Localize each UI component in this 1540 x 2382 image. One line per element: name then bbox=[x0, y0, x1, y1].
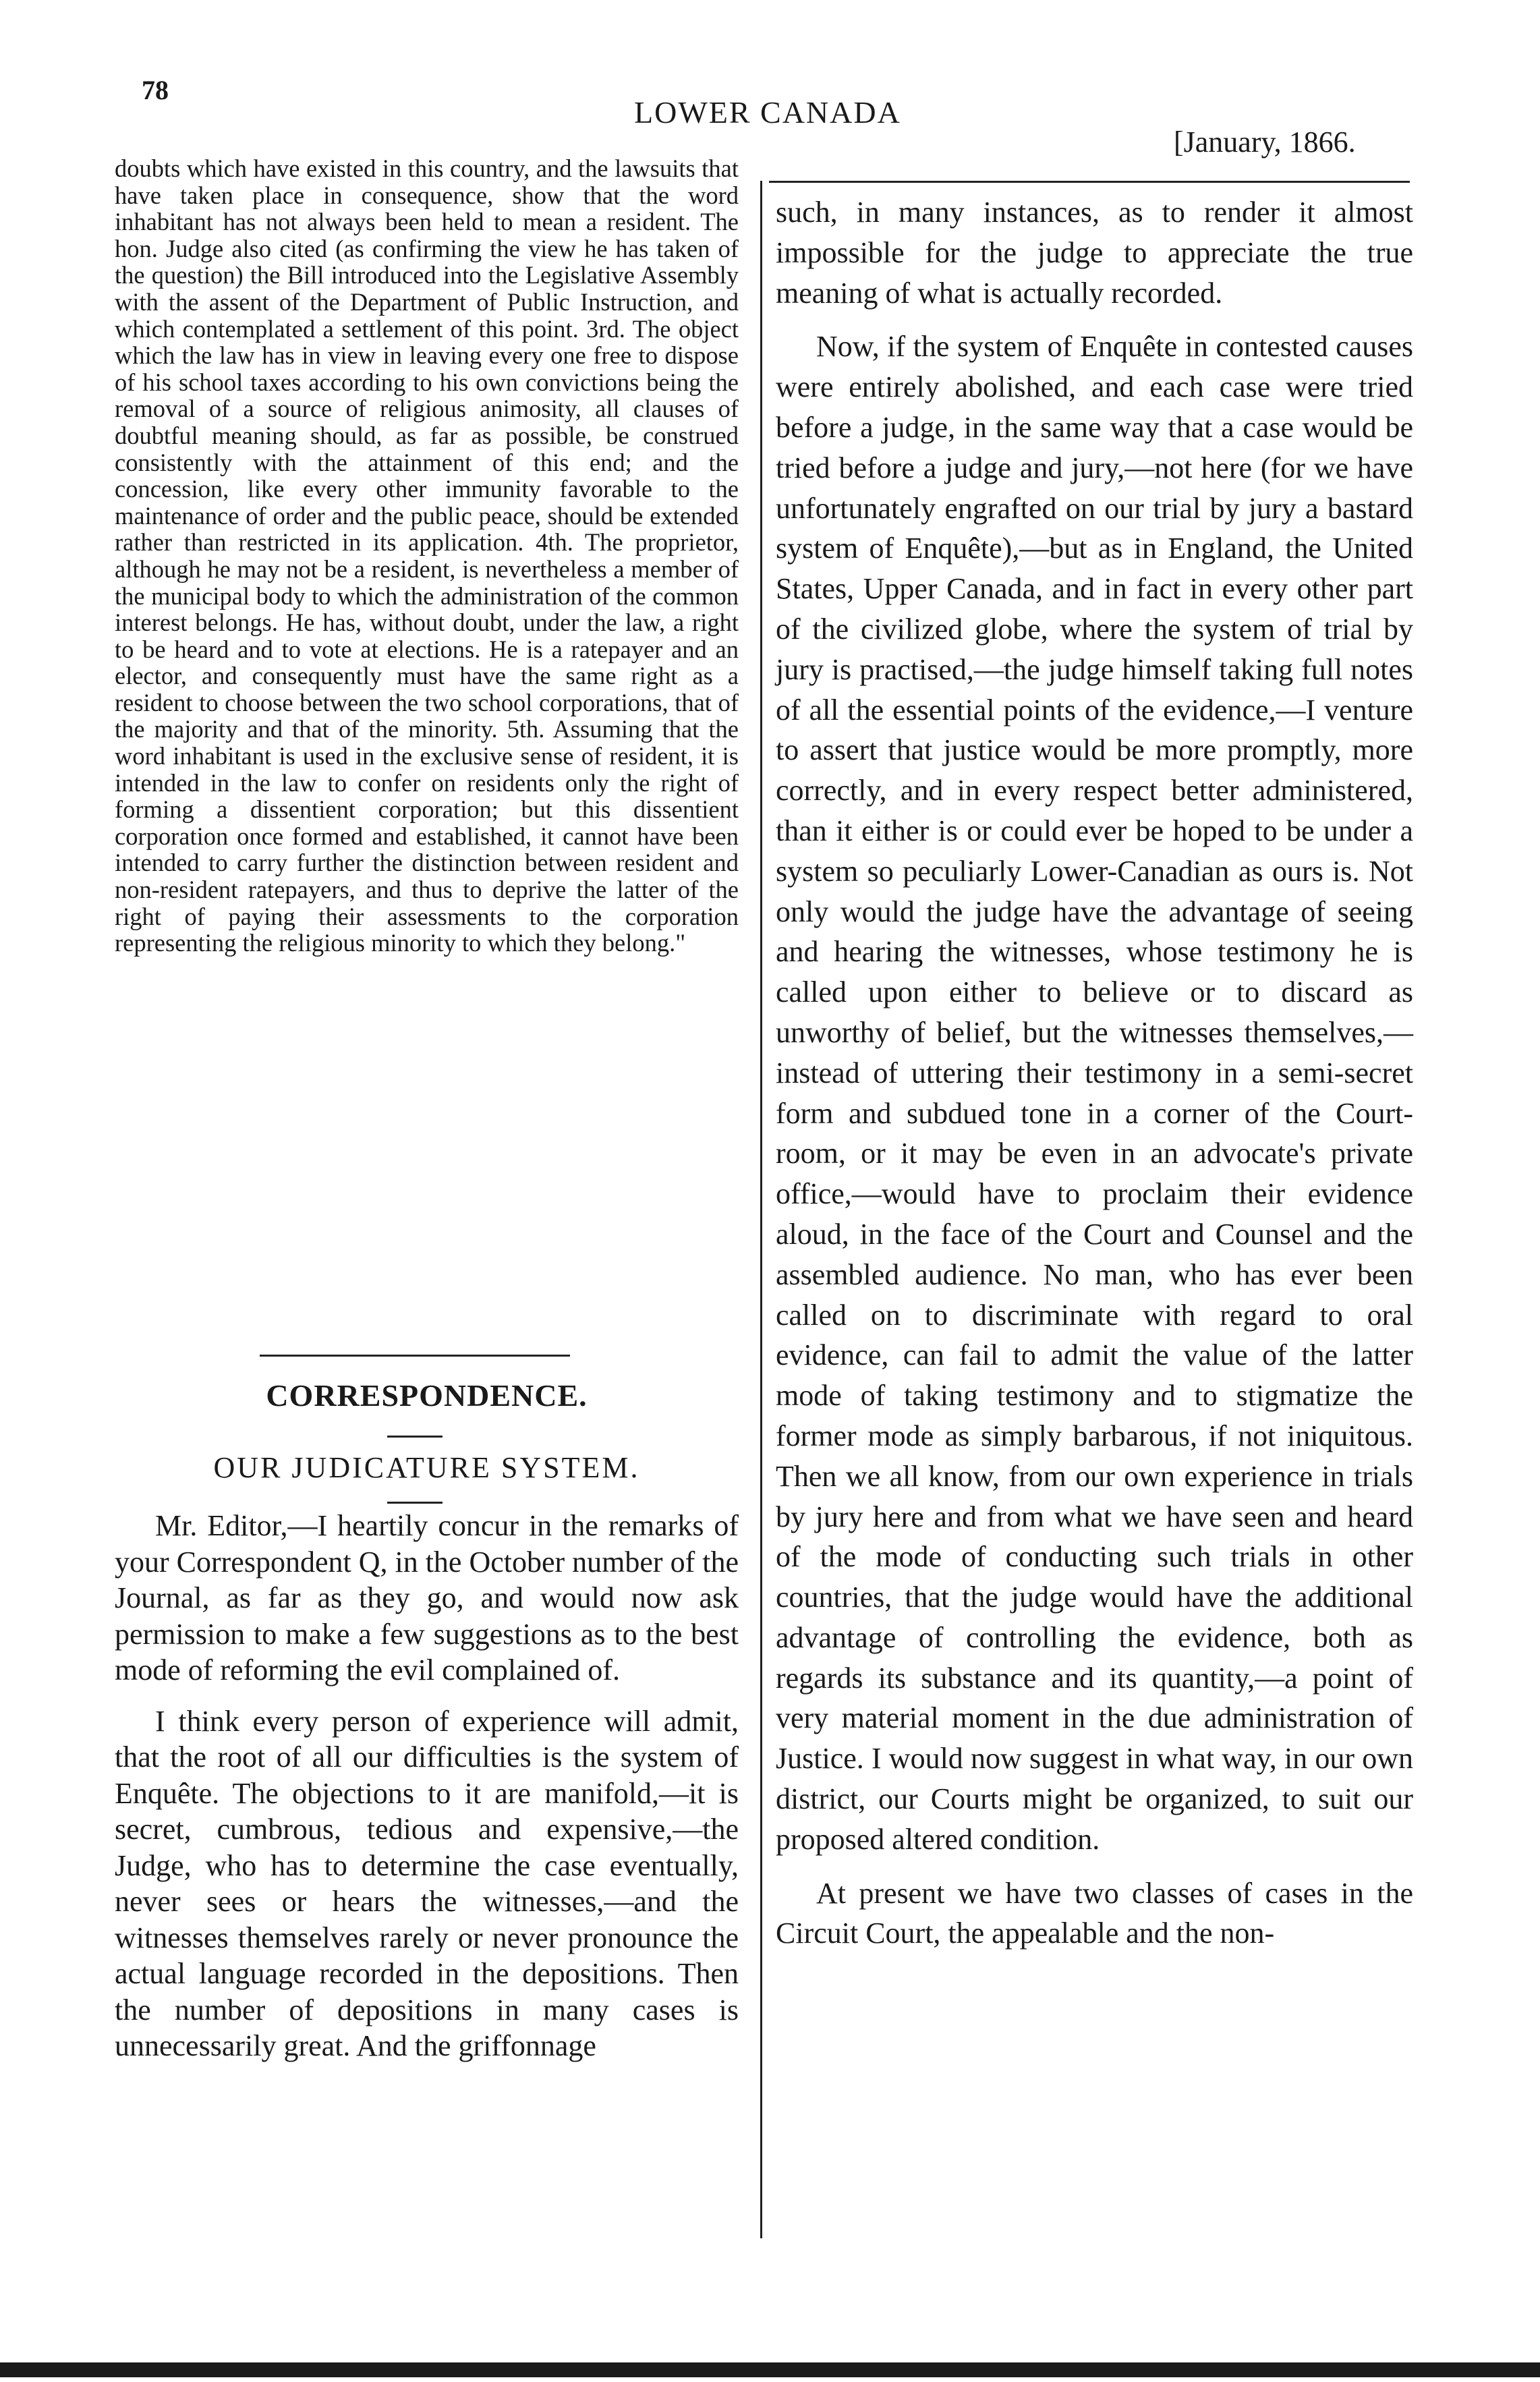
article-title: OUR JUDICATURE SYSTEM. bbox=[213, 1451, 640, 1484]
header-rule bbox=[769, 181, 1410, 183]
right-column bbox=[776, 192, 1413, 1954]
left-column-top bbox=[115, 155, 739, 957]
right-paragraph-1: such, in many instances, as to render it almost impossible for the judge to appreciate the true meaning of what is actually recorded. bbox=[776, 196, 1413, 310]
left-paragraph-1: doubts which have existed in this country, and the lawsuits that have taken place in consequence, show that the word inhabitant has not always been held to mean a resident. The hon. Judge also cited (as confirming the view he has taken of the question) the Bill introduced into the Legislative Assembly with the assent of the Department of Public Instruction, and which contemplated a settlement of this point. 3rd. The object which the law has in view in leaving every one free to dispose of his school taxes according to his own convictions being the removal of a source of religious animosity, all clauses of doubtful meaning should, as far as possible, be construed consistently with the attainment of this end; and the concession, like every other immunity favorable to the maintenance of order and the public peace, should be extended rather than restricted in its application. 4th. The proprietor, although he may not be a resident, is nevertheless a member of the municipal body to which the administration of the common interest belongs. He has, without doubt, under the law, a right to be heard and to vote at elections. He is a ratepayer and an elector, and consequently must have the same right as a resident to choose between the two school corporations, that of the majority and that of the minority. 5th. Assuming that the word inhabitant is used in the exclusive sense of resident, it is intended in the law to confer on residents only the right of forming a dissentient corporation; but this dissentient corporation once formed and established, it cannot have been intended to carry further the distinction between resident and non-resident ratepayers, and thus to deprive the latter of the right of paying their assessments to the corporation representing the religious minority to which they belong." bbox=[115, 154, 739, 957]
heading-rule-top bbox=[387, 1436, 443, 1438]
section-rule bbox=[260, 1355, 570, 1357]
heading-rule-bottom bbox=[387, 1502, 443, 1504]
right-paragraph-3: At present we have two classes of cases in the Circuit Court, the appealable and the non- bbox=[776, 1876, 1413, 1950]
running-date: [January, 1866. bbox=[1174, 125, 1356, 159]
footer-rule bbox=[0, 2362, 1540, 2377]
left-paragraph-2: Mr. Editor,—I heartily concur in the remarks of your Correspondent Q, in the October number of the Journal, as far as they go, and would now ask permission to make a few suggestions as to the best mode of reforming the evil complained of. bbox=[115, 1509, 739, 1686]
left-column-bottom bbox=[115, 1508, 739, 2064]
left-paragraph-3: I think every person of experience will admit, that the root of all our difficulties is the system of Enquête. The objections to it are manifold,—it is secret, cumbrous, tedious and expensive,—the Judge, who has to determine the case eventually, never sees or hears the witnesses,—and the witnesses themselves rarely or never pronounce the actual language recorded in the depositions. Then the number of depositions in many cases is unnecessarily great. And the griffonnage bbox=[115, 1704, 739, 2062]
running-title: LOWER CANADA bbox=[634, 95, 901, 130]
right-paragraph-2: Now, if the system of Enquête in contested causes were entirely abolished, and each case were tried before a judge, in the same way that a case would be tried before a judge and jury,—not here (for we have unfortunately engrafted on our trial by jury a bastard system of Enquête),—but as in England, the United States, Upper Canada, and in fact in every other part of the civilized globe, where the system of trial by jury is practised,—the judge himself taking full notes of all the essential points of the evidence,—I venture to assert that justice would be more promptly, more correctly, and in every respect better administered, than it either is or could ever be hoped to be under a system so peculiarly Lower-Canadian as ours is. Not only would the judge have the advantage of seeing and hearing the witnesses, whose testimony he is called upon either to believe or to discard as unworthy of belief, but the witnesses themselves,—instead of uttering their testimony in a semi-secret form and subdued tone in a corner of the Court-room, or it may be even in an advocate's private office,—would have to proclaim their evidence aloud, in the face of the Court and Counsel and the assembled audience. No man, who has ever been called on to discriminate with regard to oral evidence, can fail to admit the value of the latter mode of taking testimony and to stigmatize the former mode as simply barbarous, if not iniquitous. Then we all know, from our own experience in trials by jury here and from what we have seen and heard of the mode of conducting such trials in other countries, that the judge would have the additional advantage of controlling the evidence, both as regards its substance and its quantity,—a point of very material moment in the due administration of Justice. I would now suggest in what way, in our own district, our Courts might be organized, to suit our proposed altered condition. bbox=[776, 330, 1413, 1856]
section-heading: CORRESPONDENCE. bbox=[266, 1378, 588, 1413]
page-number: 78 bbox=[142, 75, 169, 105]
column-divider bbox=[760, 181, 762, 2238]
